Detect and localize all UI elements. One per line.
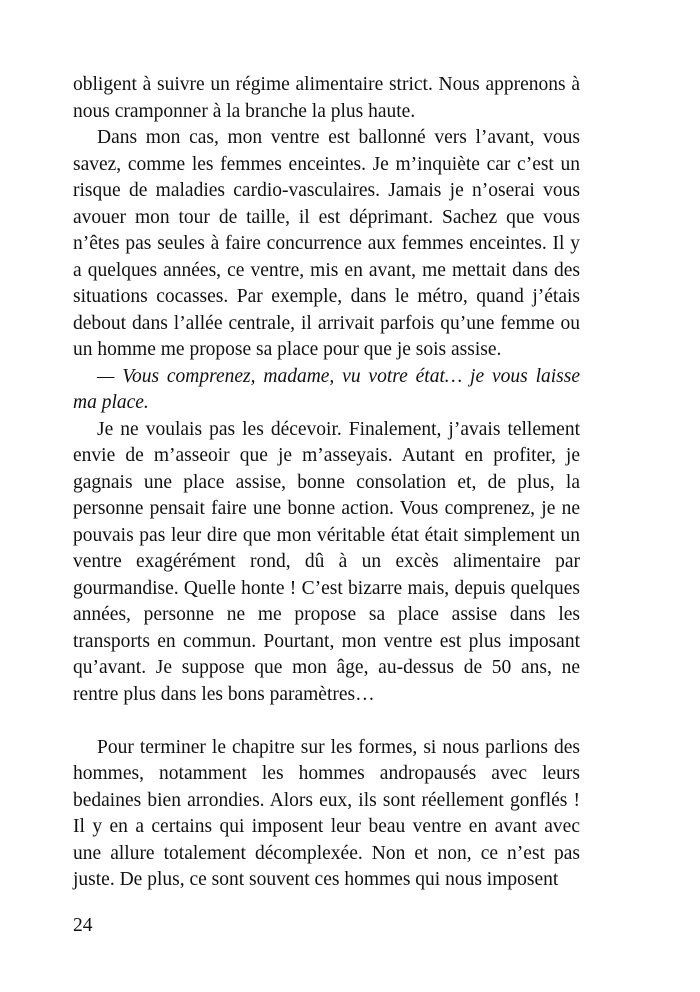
page-number: 24 <box>73 915 93 936</box>
paragraph-belly-story: Dans mon cas, mon ventre est ballonné vers l’avant, vous savez, comme les femmes enceintes. Je m’inquiète car c’est un risque de maladies cardio-vasculaires. Jamais je n’oserai vous avouer mon tour de taille, il est déprimant. Sachez que vous n’êtes pas seules à faire concurrence aux femmes enceintes. Il y a quelques années, ce ventre, mis en avant, me mettait dans des situations cocasses. Par exemple, dans le métro, quand j’étais debout dans l’allée centrale, il arrivait parfois qu’une femme ou un homme me propose sa place pour que je sois assise. <box>73 127 580 360</box>
body-text <box>73 72 580 894</box>
paragraph-men: Pour terminer le chapitre sur les formes, si nous parlions des hommes, notamment les hommes andropausés avec leurs bedaines bien arrondies. Alors eux, ils sont réellement gonflés ! Il y en a certains qui imposent leur beau ventre en avant avec une allure totalement décomplexée. Non et non, ce n’est pas juste. De plus, ce sont souvent ces hommes qui nous imposent <box>73 736 580 890</box>
paragraph-seat-story: Je ne voulais pas les décevoir. Finalement, j’avais tellement envie de m’asseoir que je m’asseyais. Autant en profiter, je gagnais une place assise, bonne consolation et, de plus, la personne pensait faire une bonne action. Vous comprenez, je ne pouvais pas leur dire que mon véritable état était simplement un ventre exagérément rond, dû à un excès alimentaire par gourmandise. Quelle honte ! C’est bizarre mais, depuis quelques années, personne ne me propose sa place assise dans les transports en commun. Pourtant, mon ventre est plus imposant qu’avant. Je suppose que mon âge, au-dessus de 50 ans, ne rentre plus dans les bons paramètres… <box>73 418 580 705</box>
paragraph-dialogue: — Vous comprenez, madame, vu votre état… je vous laisse ma place. <box>73 365 580 413</box>
paragraph-continuation: obligent à suivre un régime alimentaire strict. Nous apprenons à nous cramponner à la branche la plus haute. <box>73 74 580 122</box>
